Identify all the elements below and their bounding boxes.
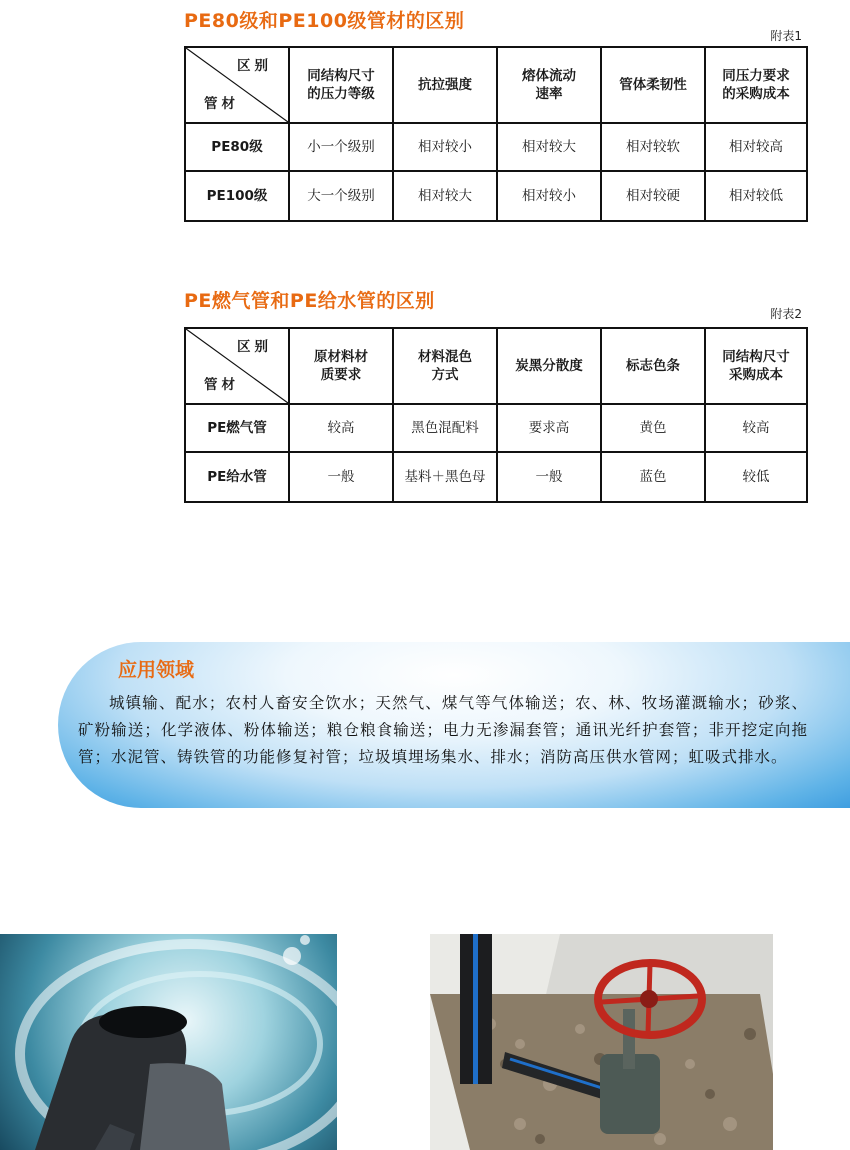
table2-corner-bottom: 管材 [204,377,239,393]
application-text: 城镇输、配水；农村人畜安全饮水；天然气、煤气等气体输送；农、林、牧场灌溉输水；砂浆、矿粉输送；化学液体、粉体输送；粮仓粮食输送；电力无渗漏套管；通讯光纤护套管；非开挖定向拖管；水泥管、铸铁管的功能修复衬管；垃圾填埋场集水、排水；消防高压供水管网；虹吸式排水。 [78,694,808,766]
table1-header-label: 同压力要求 的采购成本 [722,68,790,102]
table2-row-name: PE燃气管 [185,404,289,452]
table1-header [289,47,393,123]
table2-header-label: 标志色条 [626,358,680,374]
table-cell: 要求高 [497,404,601,452]
table-cell: 相对较小 [497,171,601,221]
table-cell: 小一个级别 [289,123,393,171]
table-cell: 相对较高 [705,123,807,171]
table1-header-row [185,47,807,123]
table-cell: 一般 [289,452,393,502]
table1-header-label: 抗拉强度 [418,77,472,93]
table-row [185,404,807,452]
table1-header-label: 管体柔韧性 [619,77,687,93]
table-cell: 相对较软 [601,123,705,171]
table-cell: 基料＋黑色母 [393,452,497,502]
table2-header [393,328,497,404]
table-cell: 相对较大 [497,123,601,171]
table-row [185,171,807,221]
table-row [185,123,807,171]
table1-header [601,47,705,123]
table1-header-label: 同结构尺寸 的压力等级 [307,68,375,102]
table2-corner-cell [185,328,289,404]
table1-row-name: PE100级 [185,171,289,221]
table1-corner-bottom: 管材 [204,96,239,112]
table1-row-name: PE80级 [185,123,289,171]
table2-header-label: 材料混色 方式 [418,349,472,383]
water-splash-pipe-photo [0,934,337,1150]
table2-header [705,328,807,404]
table1-header [705,47,807,123]
table2-header-label: 同结构尺寸 采购成本 [722,349,790,383]
table-cell: 相对较硬 [601,171,705,221]
table2-header-row [185,328,807,404]
table-cell: 较低 [705,452,807,502]
table1-corner-cell [185,47,289,123]
table1-corner-top: 区别 [237,58,272,74]
table1-header-label: 熔体流动 速率 [522,68,576,102]
table1-note: 附表1 [770,29,802,43]
table-cell: 黄色 [601,404,705,452]
table1-header [393,47,497,123]
table1-header [497,47,601,123]
table-cell: 黑色混配料 [393,404,497,452]
table2-header [601,328,705,404]
table-cell: 较高 [705,404,807,452]
table2-corner-top: 区别 [237,339,272,355]
table2-header-label: 炭黑分散度 [515,358,583,374]
table-cell: 较高 [289,404,393,452]
table2-header [289,328,393,404]
table2-header [497,328,601,404]
table-row [185,452,807,502]
table2-row-name: PE给水管 [185,452,289,502]
table2 [184,327,808,503]
table-cell: 一般 [497,452,601,502]
table1 [184,46,808,222]
valve-gravel-photo [430,934,773,1150]
table1-title: PE80级和PE100级管材的区别 [184,10,465,32]
application-title: 应用领域 [118,659,195,681]
table2-title: PE燃气管和PE给水管的区别 [184,290,435,312]
table-cell: 相对较低 [705,171,807,221]
table2-header-label: 原材料材 质要求 [314,349,368,383]
table-cell: 相对较大 [393,171,497,221]
table-cell: 相对较小 [393,123,497,171]
table-cell: 大一个级别 [289,171,393,221]
table-cell: 蓝色 [601,452,705,502]
table2-note: 附表2 [770,307,802,321]
